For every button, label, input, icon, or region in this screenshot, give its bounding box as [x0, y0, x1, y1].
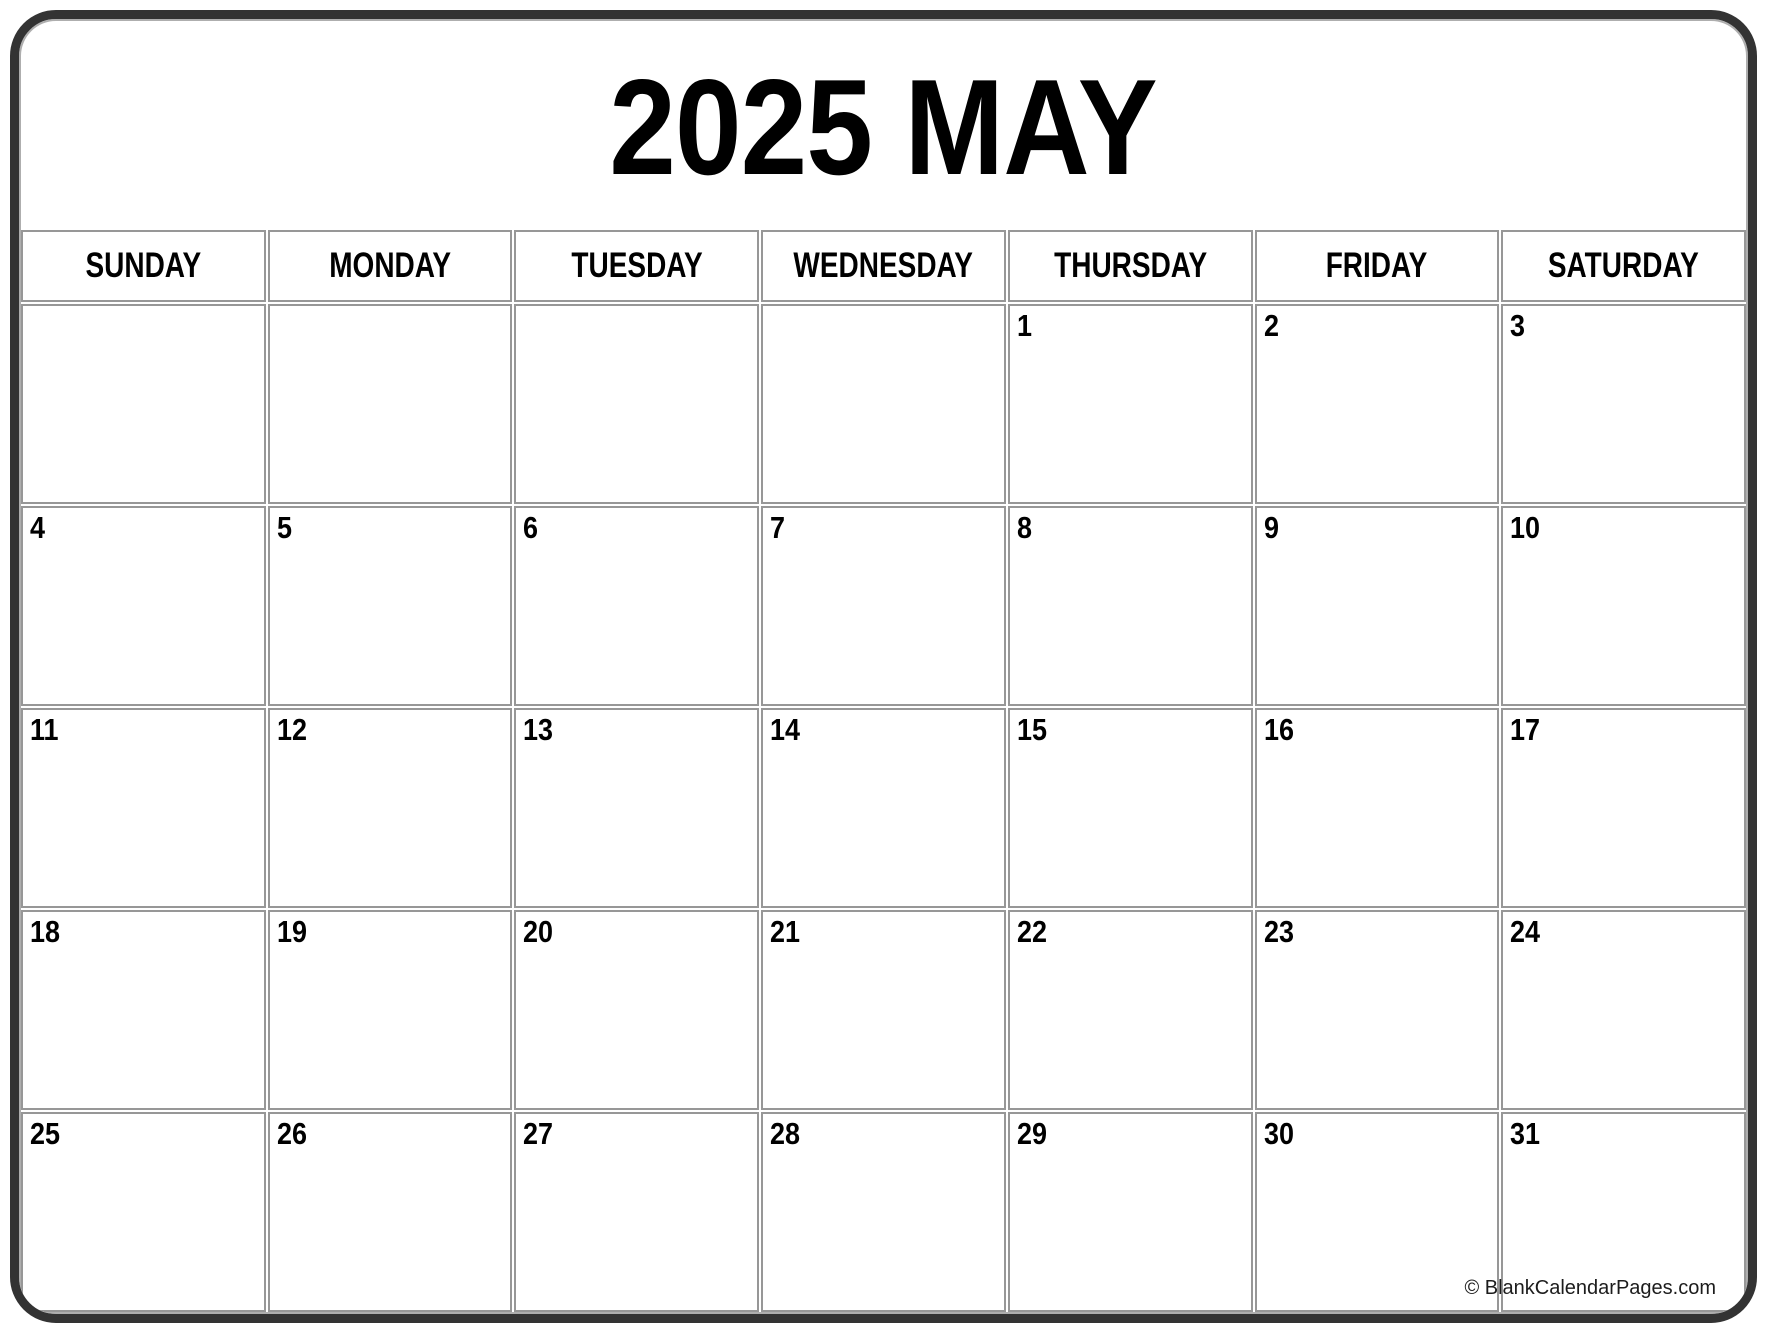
weekday-label: SATURDAY: [1548, 246, 1700, 285]
day-cell-7: [761, 506, 1006, 706]
date-number: 9: [1263, 510, 1279, 545]
calendar-page: [10, 10, 1757, 1323]
date-number: 8: [1016, 510, 1032, 545]
week-row-1: [21, 304, 1746, 504]
day-cell-4: [21, 506, 266, 706]
weekday-label: FRIDAY: [1326, 246, 1428, 285]
date-number: 2: [1263, 308, 1279, 343]
day-cell-empty: [21, 304, 266, 504]
weekday-label: MONDAY: [329, 246, 451, 285]
date-number: 25: [30, 1116, 61, 1151]
day-cell-26: [268, 1112, 513, 1312]
date-number: 22: [1016, 914, 1047, 949]
date-number: 3: [1510, 308, 1526, 343]
date-number: 24: [1510, 914, 1541, 949]
day-cell-5: [268, 506, 513, 706]
date-number: 4: [30, 510, 46, 545]
day-cell-3: [1501, 304, 1746, 504]
weekday-header-saturday: [1501, 230, 1746, 302]
day-cell-15: [1008, 708, 1253, 908]
date-number: 13: [523, 712, 554, 747]
weekday-header-thursday: [1008, 230, 1253, 302]
date-number: 26: [276, 1116, 307, 1151]
weekday-label: THURSDAY: [1053, 246, 1207, 285]
date-number: 20: [523, 914, 554, 949]
weekday-header-sunday: [21, 230, 266, 302]
date-number: 16: [1263, 712, 1294, 747]
date-number: 14: [770, 712, 801, 747]
date-number: 17: [1510, 712, 1541, 747]
week-row-3: [21, 708, 1746, 908]
page-title: 2025 MAY: [609, 50, 1158, 203]
date-number: 10: [1510, 510, 1541, 545]
date-number: 18: [30, 914, 61, 949]
weekday-label: WEDNESDAY: [793, 246, 974, 285]
day-cell-28: [761, 1112, 1006, 1312]
date-number: 23: [1263, 914, 1294, 949]
day-cell-22: [1008, 910, 1253, 1110]
weekday-header-row: [21, 230, 1746, 302]
day-cell-30: [1255, 1112, 1500, 1312]
day-cell-27: [514, 1112, 759, 1312]
weekday-header-tuesday: [514, 230, 759, 302]
day-cell-empty: [514, 304, 759, 504]
day-cell-16: [1255, 708, 1500, 908]
date-number: 6: [523, 510, 539, 545]
title-area: [19, 19, 1748, 228]
day-cell-empty: [268, 304, 513, 504]
day-cell-17: [1501, 708, 1746, 908]
calendar-grid: [19, 228, 1748, 1314]
date-number: 19: [276, 914, 307, 949]
day-cell-11: [21, 708, 266, 908]
day-cell-19: [268, 910, 513, 1110]
day-cell-25: [21, 1112, 266, 1312]
date-number: 28: [770, 1116, 801, 1151]
day-cell-empty: [761, 304, 1006, 504]
day-cell-23: [1255, 910, 1500, 1110]
date-number: 21: [770, 914, 801, 949]
date-number: 29: [1016, 1116, 1047, 1151]
day-cell-21: [761, 910, 1006, 1110]
day-cell-24: [1501, 910, 1746, 1110]
day-cell-18: [21, 910, 266, 1110]
week-row-4: [21, 910, 1746, 1110]
day-cell-1: [1008, 304, 1253, 504]
day-cell-12: [268, 708, 513, 908]
day-cell-10: [1501, 506, 1746, 706]
day-cell-14: [761, 708, 1006, 908]
date-number: 30: [1263, 1116, 1294, 1151]
day-cell-9: [1255, 506, 1500, 706]
date-number: 15: [1016, 712, 1047, 747]
weekday-header-friday: [1255, 230, 1500, 302]
date-number: 27: [523, 1116, 554, 1151]
weekday-label: TUESDAY: [571, 246, 703, 285]
day-cell-20: [514, 910, 759, 1110]
day-cell-13: [514, 708, 759, 908]
weekday-header-wednesday: [761, 230, 1006, 302]
date-number: 1: [1016, 308, 1032, 343]
date-number: 12: [276, 712, 307, 747]
date-number: 31: [1510, 1116, 1541, 1151]
day-cell-2: [1255, 304, 1500, 504]
watermark-text: © BlankCalendarPages.com: [1464, 1277, 1716, 1299]
weekday-label: SUNDAY: [85, 246, 202, 285]
weekday-header-monday: [268, 230, 513, 302]
week-row-2: [21, 506, 1746, 706]
date-number: 7: [770, 510, 786, 545]
date-number: 11: [30, 712, 59, 747]
date-number: 5: [276, 510, 292, 545]
day-cell-8: [1008, 506, 1253, 706]
day-cell-6: [514, 506, 759, 706]
day-cell-29: [1008, 1112, 1253, 1312]
